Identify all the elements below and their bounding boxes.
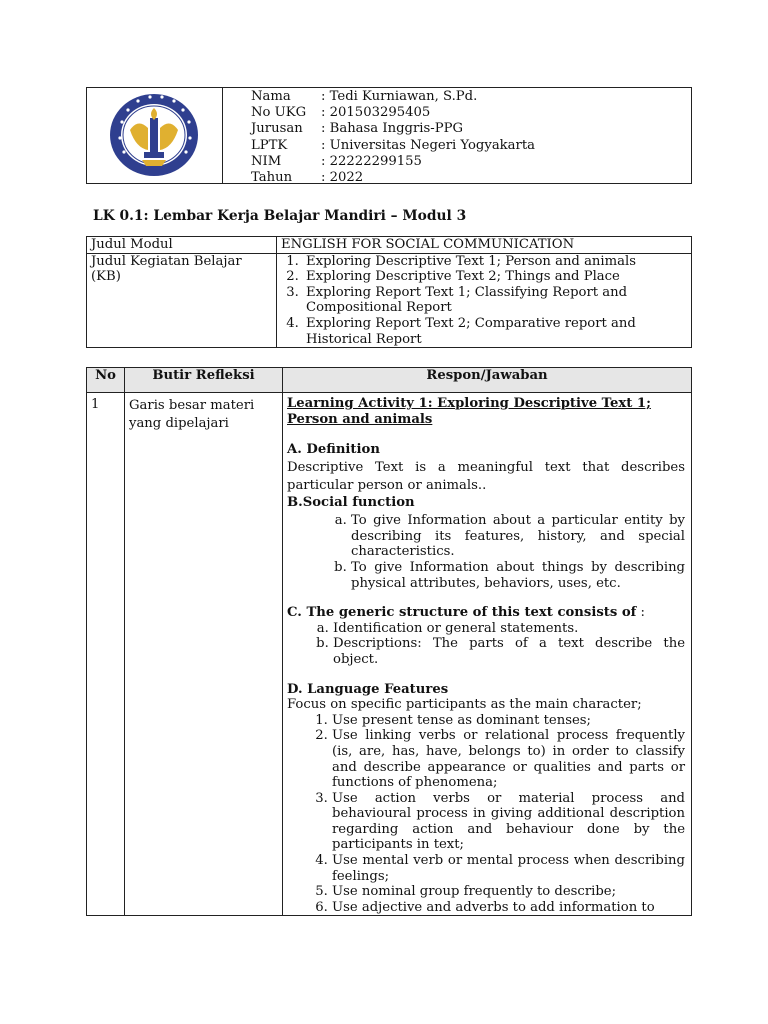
list-item: b. Descriptions: The parts of a text describe the object. <box>333 636 685 667</box>
kb-list <box>281 254 687 348</box>
identity-key: Tahun <box>251 170 293 186</box>
judul-modul-label: Judul Modul <box>87 237 277 254</box>
judul-modul-value: ENGLISH FOR SOCIAL COMMUNICATION <box>277 237 692 254</box>
structure-list <box>287 621 685 668</box>
list-item: 2. Use linking verbs or relational process frequently (is, are, has, have, belongs to) in order to classify and describe appearance or qualities and parts or functions of phenomena; <box>332 728 685 790</box>
identity-key: No UKG <box>251 105 307 121</box>
identity-key: NIM <box>251 153 282 169</box>
response-cell <box>283 393 692 916</box>
social-function-list <box>287 513 685 591</box>
list-item: a. To give Information about a particular entity by describing its features, history, and special characteristics. <box>351 513 685 560</box>
table-row <box>87 253 692 348</box>
definition-text: Descriptive Text is a meaningful text that describes particular person or animals.. <box>287 459 685 493</box>
spacer <box>287 668 685 682</box>
structure-heading: C. The generic structure of this text consists of <box>287 605 637 621</box>
identity-box <box>86 87 692 184</box>
spacer <box>287 591 685 605</box>
kb-list-cell <box>277 253 692 348</box>
column-header-no: No <box>87 368 125 393</box>
identity-fields <box>251 89 671 186</box>
column-header-butir: Butir Refleksi <box>125 368 283 393</box>
worksheet-title: LK 0.1: Lembar Kerja Belajar Mandiri – Modul 3 <box>93 208 467 224</box>
identity-value: : Universitas Negeri Yogyakarta <box>321 137 535 153</box>
structure-colon: : <box>636 605 645 621</box>
identity-row-lptk <box>251 138 671 154</box>
column-header-respon: Respon/Jawaban <box>283 368 692 393</box>
butir-refleksi: Garis besar materi yang dipelajari <box>125 393 283 916</box>
row-number: 1 <box>87 393 125 916</box>
identity-key: Nama <box>251 89 291 104</box>
list-item: 5. Use nominal group frequently to describe; <box>332 884 685 900</box>
identity-row-nim <box>251 154 671 170</box>
definition-heading: A. Definition <box>287 442 380 457</box>
table-header-row <box>87 368 692 393</box>
table-row <box>87 237 692 254</box>
identity-key: Jurusan <box>251 121 303 137</box>
identity-value: : 22222299155 <box>321 153 422 169</box>
social-function-heading: B.Social function <box>287 494 415 510</box>
table-row <box>87 393 692 916</box>
list-item: 4. Use mental verb or mental process when describing feelings; <box>332 853 685 884</box>
list-item: a. Identification or general statements. <box>333 621 685 637</box>
kb-label: Judul Kegiatan Belajar (KB) <box>87 253 277 348</box>
list-item: 3. Exploring Report Text 1; Classifying Report and Compositional Report <box>303 285 687 316</box>
identity-value: : 2022 <box>321 170 364 186</box>
language-features-intro: Focus on specific participants as the main character; <box>287 697 642 713</box>
language-features-heading: D. Language Features <box>287 681 449 697</box>
identity-key: LPTK <box>251 137 288 153</box>
activity-heading: Learning Activity 1: Exploring Descriptive Text 1; Person and animals <box>287 396 651 427</box>
language-features-list <box>287 713 685 916</box>
module-table <box>86 236 692 348</box>
reflection-table <box>86 367 692 916</box>
list-item: 6. Use adjective and adverbs to add information to <box>332 900 685 916</box>
identity-row-no-ukg <box>251 105 671 121</box>
list-item: 1. Use present tense as dominant tenses; <box>332 713 685 729</box>
list-item: 3. Use action verbs or material process and behavioural process in giving additional description regarding action and behaviour done by the participants in text; <box>332 791 685 853</box>
list-item: 2. Exploring Descriptive Text 2; Things and Place <box>303 269 687 285</box>
identity-row-jurusan <box>251 121 671 137</box>
identity-value: : Bahasa Inggris-PPG <box>321 121 463 137</box>
list-item: 4. Exploring Report Text 2; Comparative report and Historical Report <box>303 316 687 347</box>
identity-row-nama <box>251 89 671 105</box>
identity-row-tahun <box>251 170 671 186</box>
logo-cell <box>87 88 223 183</box>
identity-value: : Tedi Kurniawan, S.Pd. <box>321 89 478 104</box>
identity-value: : 201503295405 <box>321 105 431 121</box>
university-seal-icon <box>108 92 200 178</box>
list-item: b. To give Information about things by describing physical attributes, behaviors, uses, etc. <box>351 560 685 591</box>
structure-heading-line <box>287 605 685 621</box>
list-item: 1. Exploring Descriptive Text 1; Person and animals <box>303 254 687 270</box>
